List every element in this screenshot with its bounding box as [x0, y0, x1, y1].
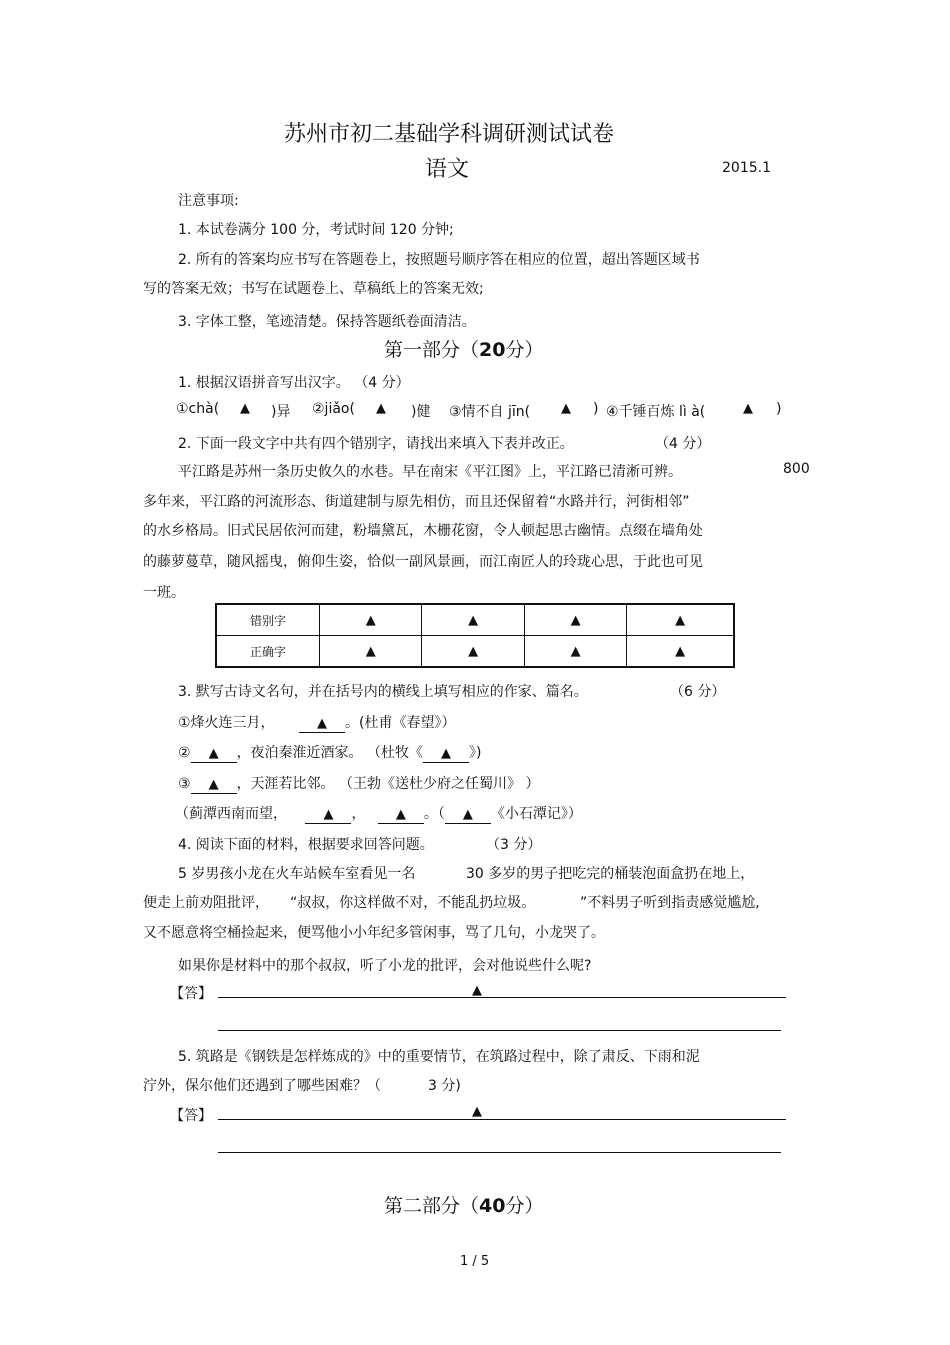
fill-blank[interactable] — [299, 715, 345, 733]
table-cell[interactable] — [422, 604, 524, 636]
note-2a: 2. 所有的答案均应书写在答题卷上，按照题号顺序答在相应的位置，超出答题区域书 — [178, 252, 700, 268]
table-cell[interactable] — [627, 636, 734, 668]
q3-line-1 — [178, 712, 455, 733]
q4-passage-3: 又不愿意将空桶捡起来，便骂他小小年纪多管闲事，骂了几句，小龙哭了。 — [143, 925, 605, 941]
blank-marker: ▲ — [675, 612, 686, 628]
table-row — [216, 636, 734, 668]
exam-date: 2015.1 — [722, 160, 771, 176]
page-number: 1 / 5 — [460, 1254, 490, 1269]
q2-stem: 2. 下面一段文字中共有四个错别字，请找出来填入下表并改正。 — [178, 436, 574, 452]
table-cell[interactable] — [320, 636, 422, 668]
blank-marker: ▲ — [208, 777, 219, 792]
q3-score: （6 分） — [670, 684, 726, 700]
blank-marker[interactable]: ▲ — [561, 401, 571, 416]
correct-char-label: 正确字 — [216, 636, 320, 668]
q3-line3-b: ，天涯若比邻。 （王勃《送杜少府之任蜀川》 ） — [236, 776, 540, 792]
part1-score: 20 — [479, 339, 506, 361]
q2-passage-5: 一班。 — [143, 585, 185, 601]
q4-score: （3 分） — [486, 837, 542, 853]
fill-blank[interactable] — [423, 745, 469, 763]
fill-blank[interactable] — [191, 776, 237, 794]
blank-marker: ▲ — [317, 716, 328, 731]
q2-passage-3: 的水乡格局。旧式民居依河而建，粉墙黛瓦，木栅花窗，令人顿起思古幽情。点缀在墙角处 — [143, 523, 703, 539]
table-cell[interactable] — [320, 604, 422, 636]
answer-line[interactable] — [218, 1119, 786, 1120]
q3-line2-a: ② — [178, 745, 191, 761]
blank-marker: ▲ — [570, 643, 581, 659]
q1-items — [0, 401, 950, 421]
q5-stem-2b: 3 分) — [428, 1078, 461, 1094]
q3-line4-b: ， — [351, 806, 366, 822]
blank-marker[interactable]: ▲ — [376, 401, 386, 416]
table-cell[interactable] — [627, 604, 734, 636]
note-1: 1. 本试卷满分 100 分，考试时间 120 分钟; — [178, 222, 454, 238]
q3-line-4 — [175, 803, 582, 824]
blank-marker: ▲ — [468, 612, 479, 628]
answer-line[interactable] — [218, 1152, 781, 1153]
q5-stem-2a: 泞外，保尔他们还遇到了哪些困难？（ — [143, 1078, 381, 1094]
q3-line-2 — [178, 742, 481, 763]
blank-marker: ▲ — [208, 746, 219, 761]
part2-label: 第二部分（ — [384, 1195, 480, 1217]
part2-unit: 分） — [505, 1195, 544, 1217]
q4-question: 如果你是材料中的那个叔叔，听了小龙的批评，会对他说些什么呢? — [178, 958, 592, 974]
fill-blank[interactable] — [378, 806, 424, 824]
q1-item3-start: ③情不自 jīn( — [449, 404, 531, 420]
note-2b: 写的答案无效；书写在试题卷上、草稿纸上的答案无效; — [143, 281, 484, 297]
part1-heading — [384, 335, 543, 362]
q4-stem: 4. 阅读下面的材料，根据要求回答问题。 — [178, 837, 434, 853]
q2-score: （4 分） — [655, 436, 711, 452]
note-3: 3. 字体工整，笔迹清楚。保持答题纸卷面清洁。 — [178, 314, 476, 330]
q4-passage-1b: 30 多岁的男子把吃完的桶装泡面盒扔在地上， — [466, 866, 755, 882]
q2-passage-4: 的藤萝蔓草，随风摇曳，俯仰生姿，恰似一副风景画，而江南匠人的玲珑心思，于此也可见 — [143, 554, 703, 570]
fill-blank[interactable] — [191, 745, 237, 763]
q3-line1-b: 。(杜甫《春望》） — [345, 715, 456, 731]
q1-item3-end: ) — [593, 401, 599, 417]
wrong-char-label: 错别字 — [216, 604, 320, 636]
q4-passage-2a: 便走上前劝阻批评， — [143, 895, 269, 911]
q3-line2-c: 》) — [469, 745, 482, 761]
q5-stem-1: 5. 筑路是《钢铁是怎样炼成的》中的重要情节，在筑路过程中，除了肃反、下雨和泥 — [178, 1049, 700, 1065]
q4-answer-label: 【答】 — [170, 986, 212, 1002]
q1-item4-end: ) — [776, 401, 782, 417]
blank-marker: ▲ — [570, 612, 581, 628]
table-cell[interactable] — [524, 604, 626, 636]
q2-passage-2: 多年来，平江路的河流形态、街道建制与原先相仿，而且还保留着“水路并行，河街相邻” — [143, 494, 690, 510]
q1-stem: 1. 根据汉语拼音写出汉字。 （4 分） — [178, 375, 410, 391]
fill-blank[interactable] — [305, 806, 351, 824]
part2-heading — [384, 1191, 543, 1218]
blank-marker[interactable]: ▲ — [240, 401, 250, 416]
notes-heading: 注意事项: — [178, 193, 239, 209]
blank-marker: ▲ — [365, 643, 376, 659]
q1-item2-start: ②jiǎo( — [312, 401, 355, 417]
exam-title: 苏州市初二基础学科调研测试试卷 — [284, 122, 615, 147]
q3-line1-a: ①烽火连三月， — [178, 715, 275, 731]
q3-line4-a: （蓟潭西南而望， — [175, 806, 287, 822]
part1-label: 第一部分（ — [384, 339, 480, 361]
blank-marker: ▲ — [472, 1104, 482, 1119]
blank-marker: ▲ — [468, 643, 479, 659]
q3-stem: 3. 默写古诗文名句，并在括号内的横线上填写相应的作家、篇名。 — [178, 684, 588, 700]
q3-line3-a: ③ — [178, 776, 191, 792]
q3-line2-b: ，夜泊秦淮近酒家。 （杜牧《 — [236, 745, 424, 761]
correction-table — [215, 603, 735, 668]
q1-item4-start: ④千锤百炼 lì à( — [606, 404, 706, 420]
table-cell[interactable] — [524, 636, 626, 668]
fill-blank[interactable] — [445, 806, 491, 824]
part1-unit: 分） — [505, 339, 544, 361]
q1-item1-end: )异 — [271, 404, 291, 420]
blank-marker: ▲ — [395, 807, 406, 822]
q2-passage-num: 800 — [783, 461, 810, 477]
answer-line[interactable] — [218, 997, 786, 998]
part2-score: 40 — [479, 1195, 506, 1217]
q4-passage-1a: 5 岁男孩小龙在火车站候车室看见一名 — [178, 866, 416, 882]
q3-line-3 — [178, 773, 539, 794]
q5-answer-label: 【答】 — [170, 1108, 212, 1124]
blank-marker: ▲ — [462, 807, 473, 822]
blank-marker: ▲ — [441, 746, 452, 761]
q3-line4-c: 。（ — [423, 806, 445, 822]
blank-marker: ▲ — [675, 643, 686, 659]
subject-title: 语文 — [425, 157, 470, 182]
q1-item1-start: ①chà( — [176, 401, 220, 417]
table-cell[interactable] — [422, 636, 524, 668]
q4-passage-2b: “叔叔，你这样做不对，不能乱扔垃圾。 — [290, 895, 536, 911]
answer-line[interactable] — [218, 1030, 781, 1031]
blank-marker: ▲ — [472, 983, 482, 998]
q2-passage-1: 平江路是苏州一条历史攸久的水巷。早在南宋《平江图》上，平江路已清淅可辨。 — [178, 464, 682, 480]
blank-marker[interactable]: ▲ — [743, 401, 753, 416]
q3-line4-d: 《小石潭记》） — [490, 806, 582, 822]
q4-passage-2c: ”不料男子听到指责感觉尴尬, — [580, 895, 760, 911]
blank-marker: ▲ — [365, 612, 376, 628]
table-row — [216, 604, 734, 636]
blank-marker: ▲ — [323, 807, 334, 822]
q1-item2-end: )健 — [411, 404, 431, 420]
